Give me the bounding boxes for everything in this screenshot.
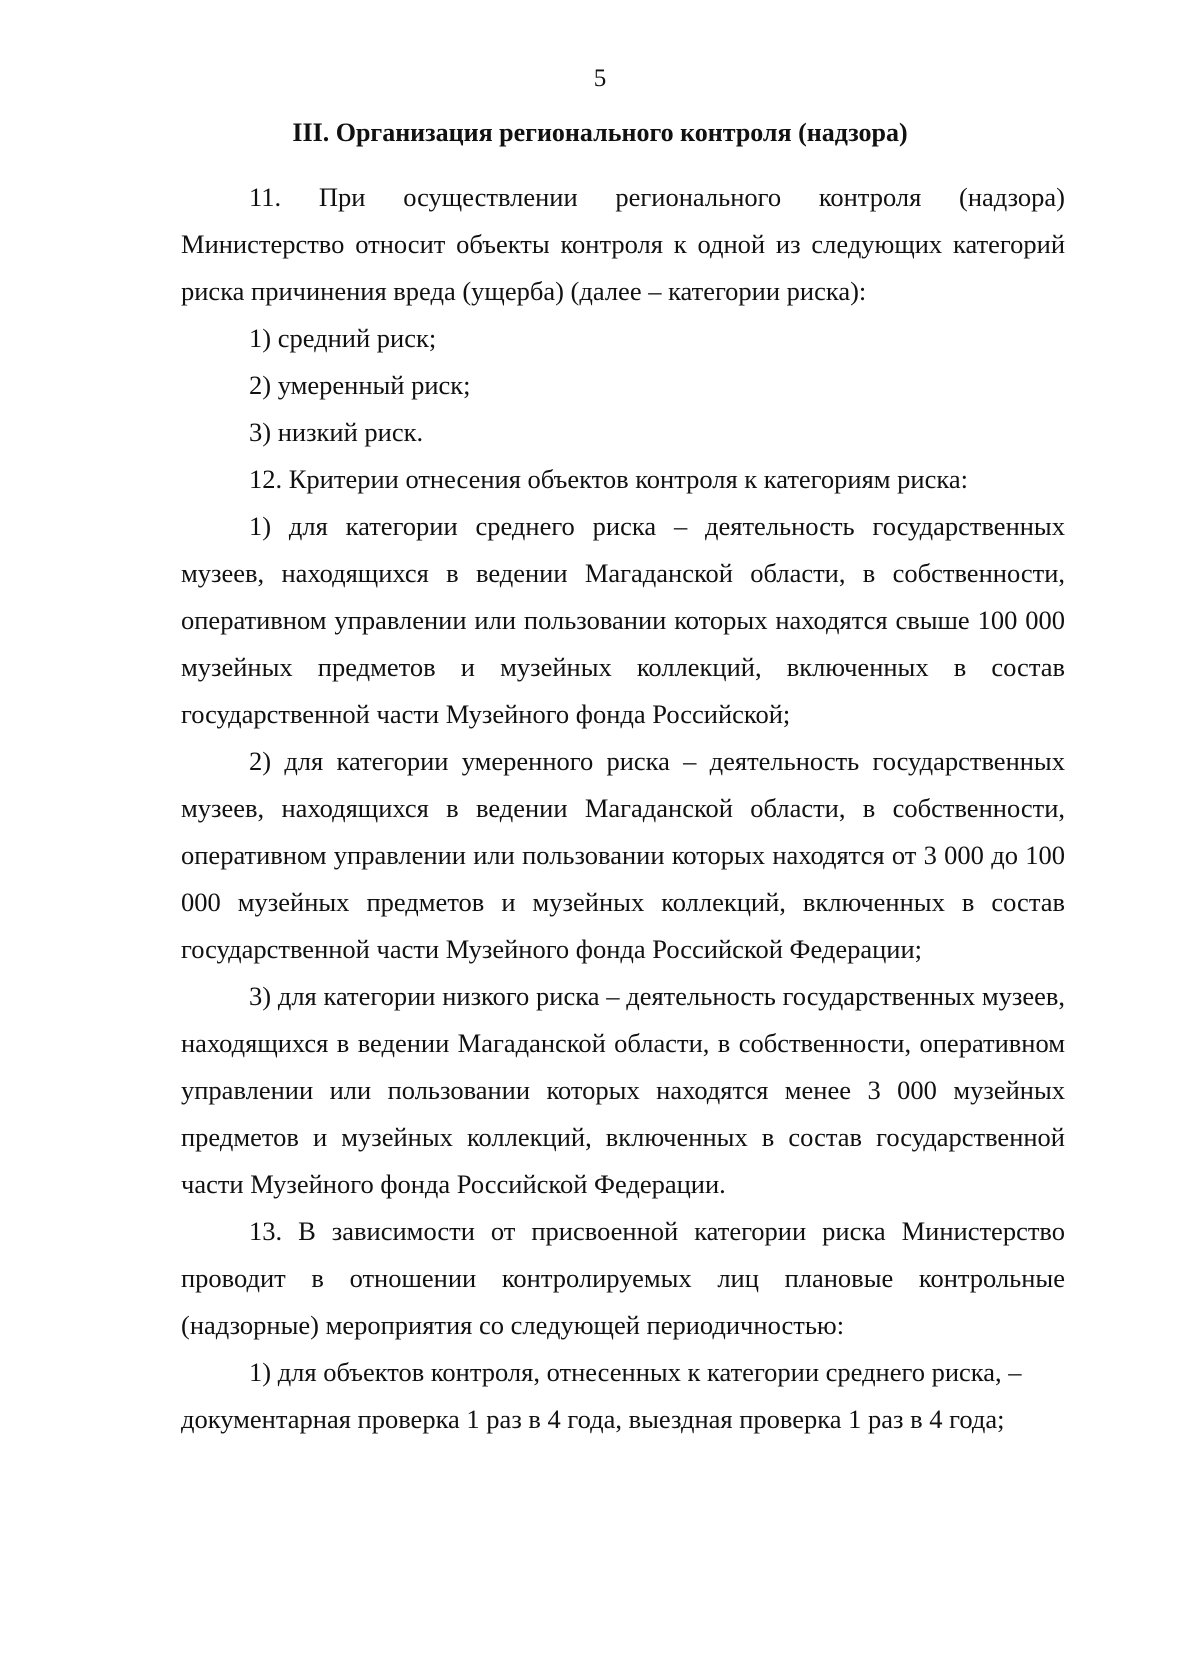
- criteria-item-1: 1) для категории среднего риска – деятельность государственных музеев, находящихся в ведении Магаданской области, в собственности, оперативном управлении или пользовании которых находятся свыше 100 000 музейных предметов и музейных коллекций, включенных в состав государственной части Музейного фонда Российской;: [181, 511, 1065, 729]
- risk-list-item-1: 1) средний риск;: [249, 323, 437, 353]
- document-body: [181, 174, 1065, 1443]
- criteria-item-3: 3) для категории низкого риска – деятельность государственных музеев, находящихся в ведении Магаданской области, в собственности, оперативном управлении или пользовании которых находятся менее 3 000 музейных предметов и музейных коллекций, включенных в состав государственной части Музейного фонда Российской Федерации.: [181, 981, 1065, 1199]
- periodicity-item-1: 1) для объектов контроля, отнесенных к категории среднего риска, – документарная проверка 1 раз в 4 года, выездная проверка 1 раз в 4 года;: [181, 1357, 1022, 1434]
- criteria-item-2: 2) для категории умеренного риска – деятельность государственных музеев, находящихся в ведении Магаданской области, в собственности, оперативном управлении или пользовании которых находятся от 3 000 до 100 000 музейных предметов и музейных коллекций, включенных в состав государственной части Музейного фонда Российской Федерации;: [181, 746, 1065, 964]
- paragraph-12: 12. Критерии отнесения объектов контроля к категориям риска:: [249, 464, 968, 494]
- paragraph-13: 13. В зависимости от присвоенной категории риска Министерство проводит в отношении контролируемых лиц плановые контрольные (надзорные) мероприятия со следующей периодичностью:: [181, 1216, 1065, 1340]
- page-number: 5: [593, 65, 607, 92]
- section-title: III. Организация регионального контроля (надзора): [292, 118, 908, 147]
- risk-list-item-2: 2) умеренный риск;: [249, 370, 471, 400]
- paragraph-11: 11. При осуществлении регионального контроля (надзора) Министерство относит объекты контроля к одной из следующих категорий риска причинения вреда (ущерба) (далее – категории риска):: [181, 182, 1065, 306]
- risk-list-item-3: 3) низкий риск.: [249, 417, 424, 447]
